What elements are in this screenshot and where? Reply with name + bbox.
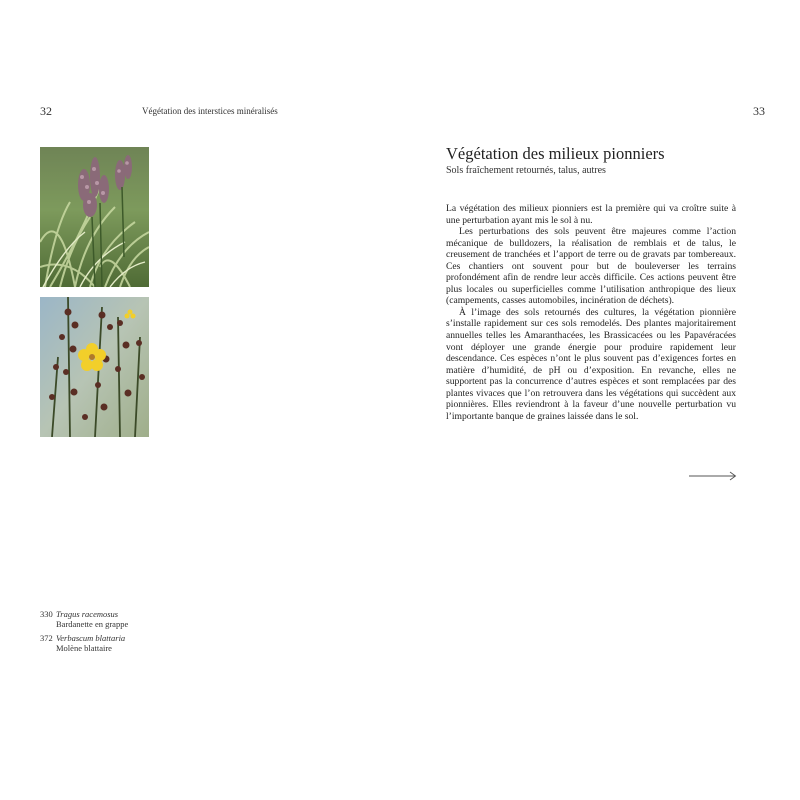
page-number-left: 32 [40, 104, 52, 118]
page-number-right: 33 [753, 104, 765, 118]
photo-verbascum-blattaria [40, 297, 149, 437]
grass-photo-illustration [40, 147, 149, 287]
paragraph-3: À l’image des sols retournés des cultures, la végétation pionnière s’installe rapidement sur ces sols remodelés. Des plantes majoritairement annuelles telles les Amaranthacées, les Brassicacées ou les Papavéracées vont déployer une grande énergie pour produire rapidement leur descendance. Ces espèces n’ont le plus souvent pas d’exigences fortes en matière d’humidité, de pH ou d’exposition. En revanche, elles ne supportent pas la concurrence d’autres espèces et sont remplacées par des plantes vivaces que l’on retrouvera dans les végétations qui succèdent aux pionnières. Elles reviendront à la faveur d’une nouvelle perturbation vu l’importante banque de graines laissée dans le sol. [446, 306, 736, 422]
caption-330 [40, 609, 128, 629]
caption-number: 330 [40, 609, 53, 619]
caption-372 [40, 633, 125, 653]
caption-latin-name: Verbascum blattaria [56, 633, 126, 643]
caption-common-name: Bardanette en grappe [56, 619, 129, 629]
caption-common-name: Molène blattaire [56, 643, 112, 653]
body-text [446, 203, 736, 422]
flower-photo-illustration [40, 297, 149, 437]
section-title: Végétation des milieux pionniers [446, 144, 665, 163]
caption-latin-name: Tragus racemosus [56, 609, 119, 619]
running-head: Végétation des interstices minéralisés [142, 106, 278, 116]
photo-tragus-racemosus [40, 147, 149, 287]
paragraph-2: Les perturbations des sols peuvent être majeures comme l’action mécanique de bulldozers, la réalisation de remblais et de talus, le creusement de tranchées et l’apport de terre ou de gravats par tombereaux. Ces chantiers ont souvent pour but de bouleverser les terrains profondément afin de rendre leur accès difficile. Ces actions peuvent être plus locales ou superficielles comme l’utilisation anthropique des lieux (campements, casses automobiles, incinération de déchets). [446, 226, 736, 307]
right-arrow-icon [689, 470, 737, 482]
section-subtitle: Sols fraîchement retournés, talus, autres [446, 165, 606, 176]
paragraph-1: La végétation des milieux pionniers est la première qui va croître suite à une perturbation ayant mis le sol à nu. [446, 203, 736, 226]
caption-number: 372 [40, 633, 53, 643]
